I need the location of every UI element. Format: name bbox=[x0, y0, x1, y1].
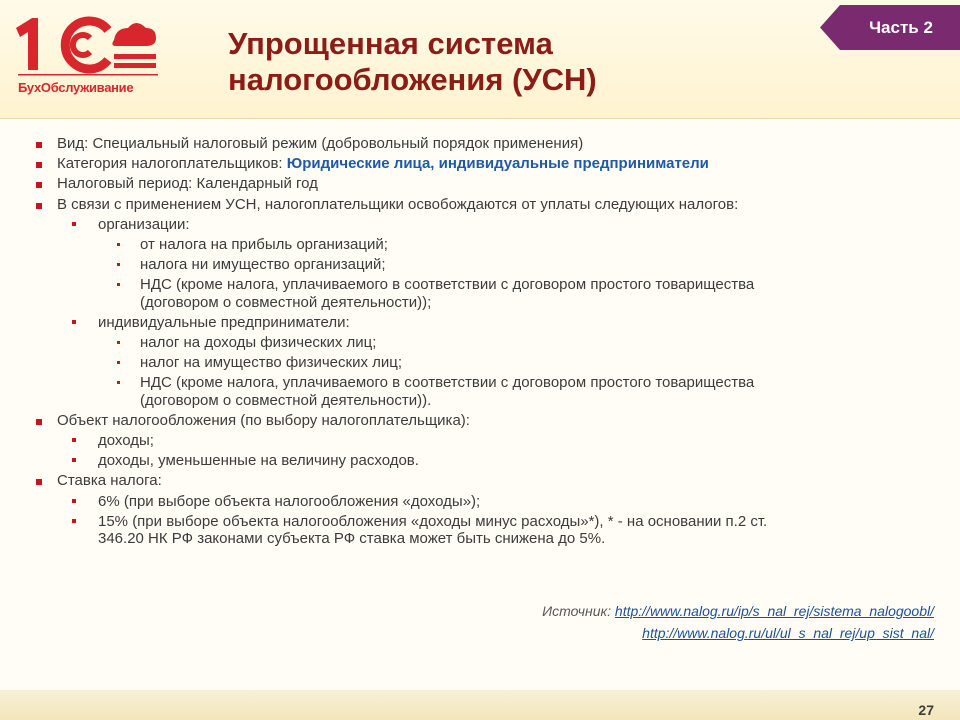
logo-caption: БухОбслуживание bbox=[18, 80, 134, 95]
source-link-1[interactable]: http://www.nalog.ru/ip/s_nal_rej/sistema_nalogoobl/ bbox=[614, 603, 934, 619]
header-divider bbox=[0, 118, 960, 119]
list-item bbox=[98, 432, 154, 450]
slide-footer bbox=[0, 690, 960, 720]
list-item bbox=[140, 374, 754, 392]
list-item bbox=[140, 276, 754, 294]
list-item bbox=[140, 354, 402, 372]
list-item-text: 6% (при выборе объекта налогообложения «доходы»); bbox=[98, 492, 481, 510]
list-item bbox=[57, 412, 470, 430]
list-item-text: от налога на прибыль организаций; bbox=[140, 236, 388, 253]
list-item bbox=[140, 334, 376, 352]
source-line-1 bbox=[542, 603, 934, 619]
bullet-icon bbox=[117, 361, 120, 364]
list-item bbox=[57, 196, 738, 214]
list-item-text: НДС (кроме налога, уплачиваемого в соответствии с договором простого товарищества bbox=[140, 374, 755, 392]
list-item-text: Категория налогоплательщиков: bbox=[57, 155, 287, 173]
bullet-icon bbox=[72, 519, 76, 523]
bullet-icon bbox=[72, 499, 76, 503]
list-item bbox=[98, 513, 767, 531]
source-label: Источник: bbox=[542, 603, 615, 619]
list-item-continuation: 346.20 НК РФ законами субъекта РФ ставка может быть снижена до 5%. bbox=[98, 530, 606, 547]
list-item-text: организации: bbox=[98, 215, 190, 233]
source-line-2 bbox=[642, 625, 934, 641]
list-item bbox=[57, 135, 583, 153]
bullet-icon bbox=[72, 458, 76, 462]
list-item bbox=[140, 236, 388, 254]
list-item bbox=[57, 472, 162, 490]
bullet-icon bbox=[117, 341, 120, 344]
page-number: 27 bbox=[918, 702, 934, 718]
list-item-text: 15% (при выборе объекта налогообложения «доходы минус расходы»*), * - на основании п.2 ст. bbox=[98, 512, 768, 530]
list-item-text: налог на доходы физических лиц; bbox=[140, 334, 377, 351]
source-link-2[interactable]: http://www.nalog.ru/ul/ul_s_nal_rej/up_sist_nal/ bbox=[642, 625, 934, 641]
bullet-icon bbox=[36, 182, 42, 188]
bullet-icon bbox=[117, 283, 120, 286]
list-item-continuation: (договором о совместной деятельности)). bbox=[140, 391, 432, 409]
list-item-text: Ставка налога: bbox=[57, 472, 162, 490]
list-item-text: доходы; bbox=[98, 432, 154, 449]
list-item-highlight: Юридические лица, индивидуальные предприниматели bbox=[286, 155, 709, 173]
list-item bbox=[98, 314, 350, 332]
bullet-icon bbox=[36, 479, 42, 485]
list-item bbox=[140, 256, 386, 274]
bullet-icon bbox=[72, 438, 76, 442]
list-item-text: Налоговый период: Календарный год bbox=[57, 175, 318, 193]
bullet-icon bbox=[36, 162, 42, 168]
list-item-text: Объект налогообложения (по выбору налогоплательщика): bbox=[57, 411, 470, 429]
list-item-text: налога ни имущество организаций; bbox=[140, 256, 386, 274]
bullet-icon bbox=[117, 243, 120, 246]
list-item bbox=[98, 216, 190, 234]
list-item-continuation: (договором о совместной деятельности)); bbox=[140, 293, 432, 311]
bullet-icon bbox=[117, 381, 120, 384]
title-line-1: Упрощенная система bbox=[228, 26, 553, 61]
list-item bbox=[57, 155, 709, 173]
list-item-text: Вид: Специальный налоговый режим (добровольный порядок применения) bbox=[57, 135, 584, 152]
part-tab bbox=[810, 5, 960, 50]
title-line-2: налогообложения (УСН) bbox=[228, 62, 597, 97]
list-item-text: доходы, уменьшенные на величину расходов. bbox=[98, 452, 419, 470]
list-item-text: индивидуальные предприниматели: bbox=[98, 313, 350, 331]
list-item-text: налог на имущество физических лиц; bbox=[140, 354, 403, 372]
list-item-text: В связи с применением УСН, налогоплательщики освобождаются от уплаты следующих налогов: bbox=[57, 195, 739, 213]
bullet-icon bbox=[36, 203, 42, 209]
bullet-icon bbox=[72, 222, 76, 226]
bullet-icon bbox=[72, 320, 76, 324]
part-label: Часть 2 bbox=[869, 18, 933, 37]
list-item-text: НДС (кроме налога, уплачиваемого в соответствии с договором простого товарищества bbox=[140, 276, 755, 294]
bullet-icon bbox=[36, 419, 42, 425]
bullet-icon bbox=[36, 142, 42, 148]
list-item bbox=[57, 175, 318, 193]
company-logo bbox=[10, 10, 160, 100]
list-item bbox=[98, 452, 419, 470]
slide-title bbox=[228, 26, 788, 98]
list-item bbox=[98, 493, 480, 511]
bullet-icon bbox=[117, 263, 120, 266]
